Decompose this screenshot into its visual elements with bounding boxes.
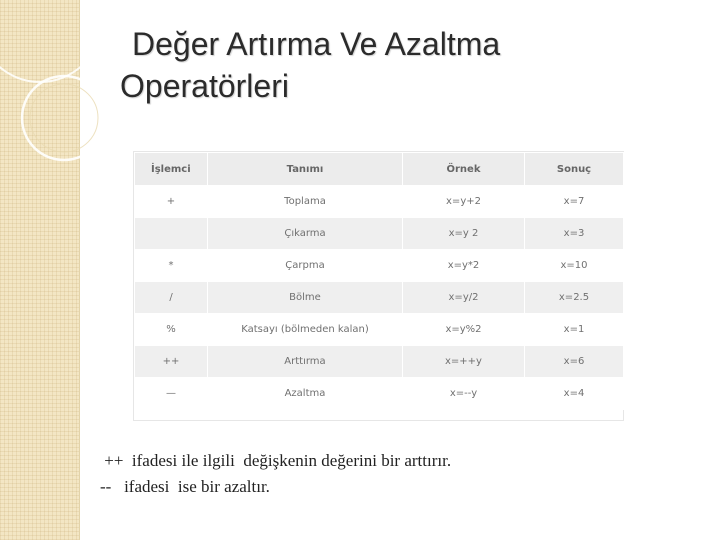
cell-result: x=10 bbox=[525, 250, 624, 282]
table-row bbox=[135, 218, 624, 250]
header-definition: Tanımı bbox=[208, 153, 403, 186]
title-line-1: Değer Artırma Ve Azaltma bbox=[132, 26, 501, 62]
table-row bbox=[135, 282, 624, 314]
table-row bbox=[135, 346, 624, 378]
cell-result: x=4 bbox=[525, 378, 624, 410]
cell-result: x=3 bbox=[525, 218, 624, 250]
table-row bbox=[135, 378, 624, 410]
table-row bbox=[135, 186, 624, 218]
cell-result: x=6 bbox=[525, 346, 624, 378]
table-row bbox=[135, 250, 624, 282]
cell-definition: Çıkarma bbox=[208, 218, 403, 250]
note-increment: ++ ifadesi ile ilgili değişkenin değerini bir arttırır. bbox=[100, 451, 452, 470]
cell-operator: / bbox=[135, 282, 208, 314]
header-example: Örnek bbox=[403, 153, 525, 186]
cell-definition: Toplama bbox=[208, 186, 403, 218]
cell-result: x=2.5 bbox=[525, 282, 624, 314]
header-operator: İşlemci bbox=[135, 153, 208, 186]
cell-definition: Çarpma bbox=[208, 250, 403, 282]
cell-definition: Bölme bbox=[208, 282, 403, 314]
cell-example: x=--y bbox=[403, 378, 525, 410]
title-line-2: Operatörleri bbox=[120, 67, 289, 104]
notes bbox=[100, 448, 451, 501]
cell-operator bbox=[135, 218, 208, 250]
cell-example: x=++y bbox=[403, 346, 525, 378]
operators-table bbox=[134, 152, 624, 410]
cell-operator: * bbox=[135, 250, 208, 282]
cell-definition: Katsayı (bölmeden kalan) bbox=[208, 314, 403, 346]
cell-example: x=y+2 bbox=[403, 186, 525, 218]
cell-definition: Azaltma bbox=[208, 378, 403, 410]
note-decrement: -- ifadesi ise bir azaltır. bbox=[100, 477, 270, 497]
table-row bbox=[135, 314, 624, 346]
cell-definition: Arttırma bbox=[208, 346, 403, 378]
cell-example: x=y/2 bbox=[403, 282, 525, 314]
cell-operator: % bbox=[135, 314, 208, 346]
cell-operator: + bbox=[135, 186, 208, 218]
cell-operator: ++ bbox=[135, 346, 208, 378]
cell-example: x=y%2 bbox=[403, 314, 525, 346]
cell-result: x=7 bbox=[525, 186, 624, 218]
cell-example: x=y*2 bbox=[403, 250, 525, 282]
cell-operator: — bbox=[135, 378, 208, 410]
header-result: Sonuç bbox=[525, 153, 624, 186]
cell-example: x=y 2 bbox=[403, 218, 525, 250]
page-title bbox=[120, 24, 680, 107]
decorative-sidebar bbox=[0, 0, 80, 540]
cell-result: x=1 bbox=[525, 314, 624, 346]
table-header-row bbox=[135, 153, 624, 186]
